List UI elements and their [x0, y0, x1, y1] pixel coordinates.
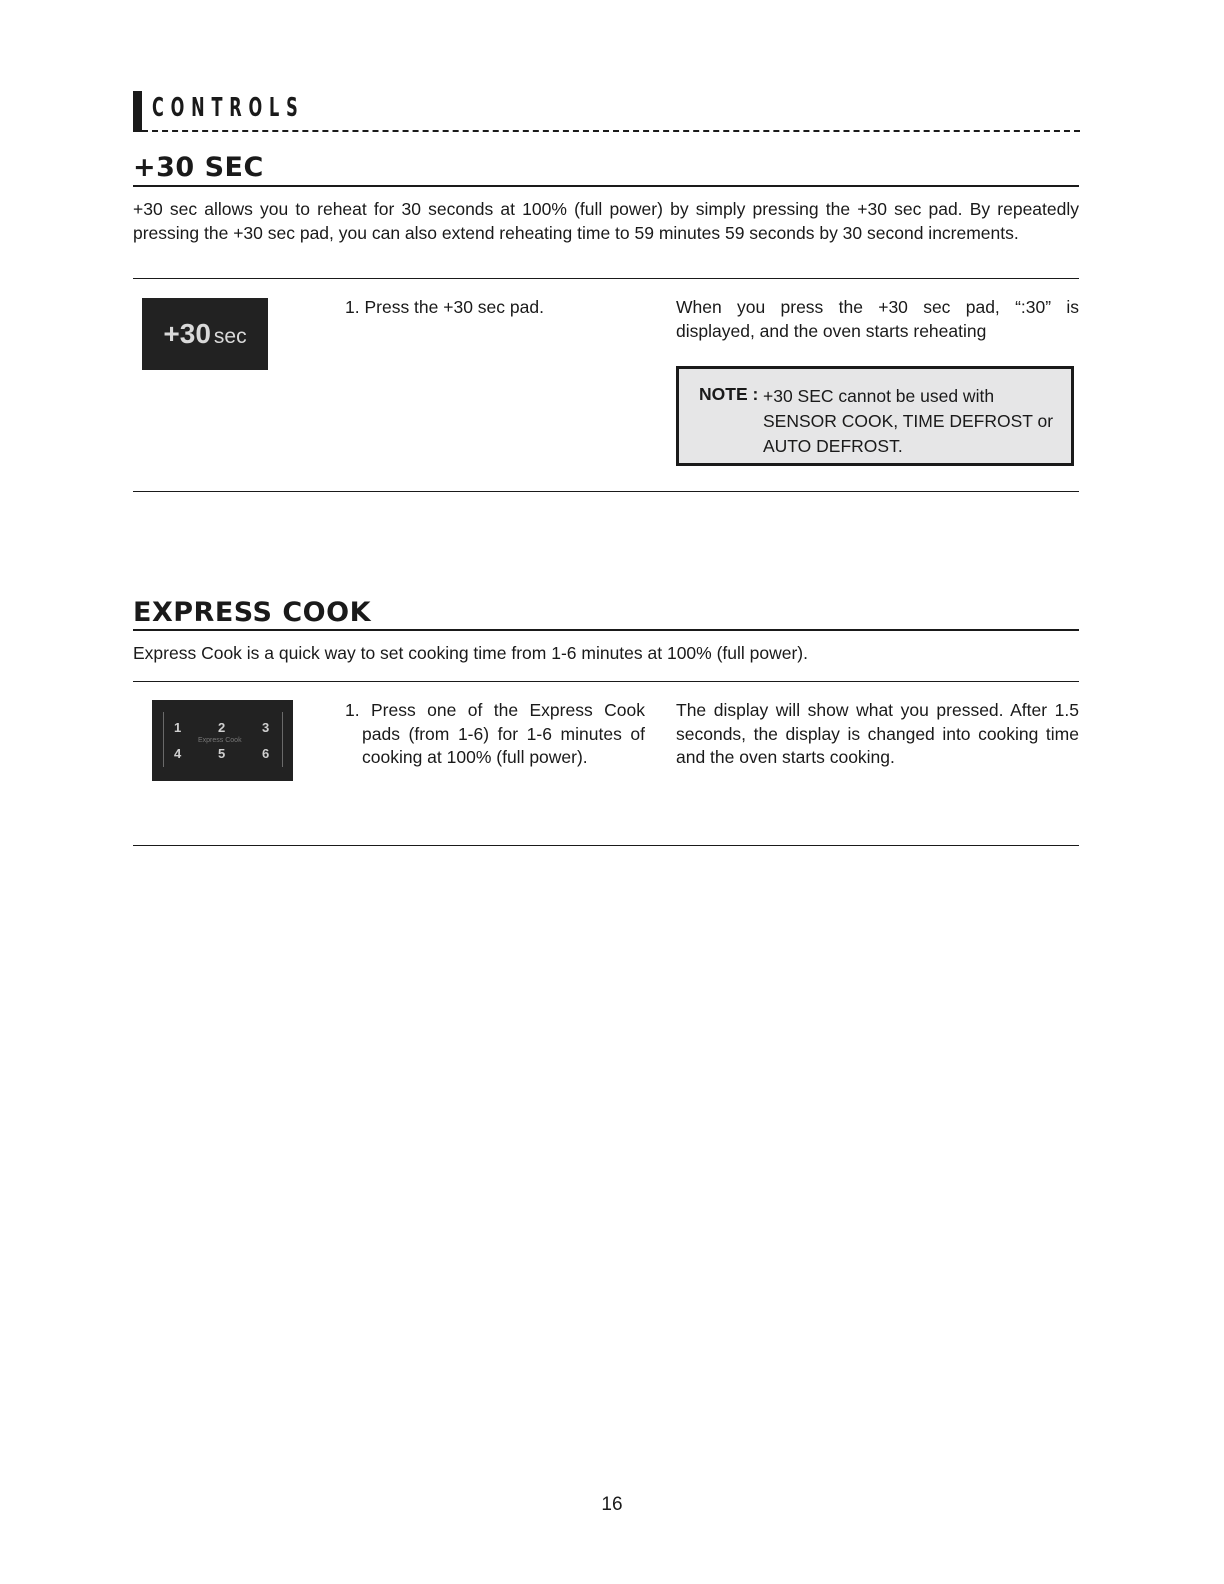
- section-intro-30sec: +30 sec allows you to reheat for 30 seconds at 100% (full power) by simply pressing the +30 sec pad. By repeatedly pressing the +30 sec pad, you can also extend reheating time to 59 minutes 59 seconds by 30 second increments.: [133, 199, 1079, 243]
- plus-30-sec-pad: [142, 298, 268, 370]
- result-30sec: When you press the +30 sec pad, “:30” is displayed, and the oven starts reheating: [676, 297, 1079, 341]
- keypad-key: 3: [262, 720, 270, 735]
- section-divider: [133, 845, 1079, 846]
- keypad-key: 1: [174, 720, 182, 735]
- controls-header-bar: [133, 91, 142, 132]
- section-divider: [133, 278, 1079, 279]
- keypad-key: 6: [262, 746, 270, 761]
- keypad-key: 4: [174, 746, 182, 761]
- section-divider: [133, 491, 1079, 492]
- express-cook-keypad: [152, 700, 293, 781]
- section-intro-express-cook: Express Cook is a quick way to set cooking time from 1-6 minutes at 100% (full power).: [133, 643, 808, 663]
- note-label: NOTE :: [699, 384, 759, 404]
- pad-number: +30: [163, 318, 211, 349]
- controls-header-title: CONTROLS: [152, 93, 305, 123]
- keypad-label: Express Cook: [198, 737, 242, 744]
- pad-unit: sec: [213, 324, 247, 348]
- section-title-express-cook: EXPRESS COOK: [133, 597, 372, 628]
- step-30sec: 1. Press the +30 sec pad.: [345, 297, 544, 317]
- keypad-key: 2: [218, 720, 226, 735]
- note-text: +30 SEC cannot be used with SENSOR COOK, TIME DEFROST or AUTO DEFROST.: [763, 386, 1054, 456]
- result-express-cook: The display will show what you pressed. After 1.5 seconds, the display is changed into cooking time and the oven starts cooking.: [676, 700, 1079, 767]
- section-rule: [133, 629, 1079, 631]
- controls-header-dashed-line: [142, 130, 1080, 132]
- section-rule: [133, 185, 1079, 187]
- keypad-key: 5: [218, 746, 226, 761]
- section-title-30sec: +30 SEC: [133, 152, 264, 183]
- section-divider: [133, 681, 1079, 682]
- step-express-cook: 1. Press one of the Express Cook pads (from 1-6) for 1-6 minutes of cooking at 100% (full power).: [345, 700, 645, 767]
- page-number: 16: [601, 1494, 623, 1515]
- note-box: [676, 366, 1074, 466]
